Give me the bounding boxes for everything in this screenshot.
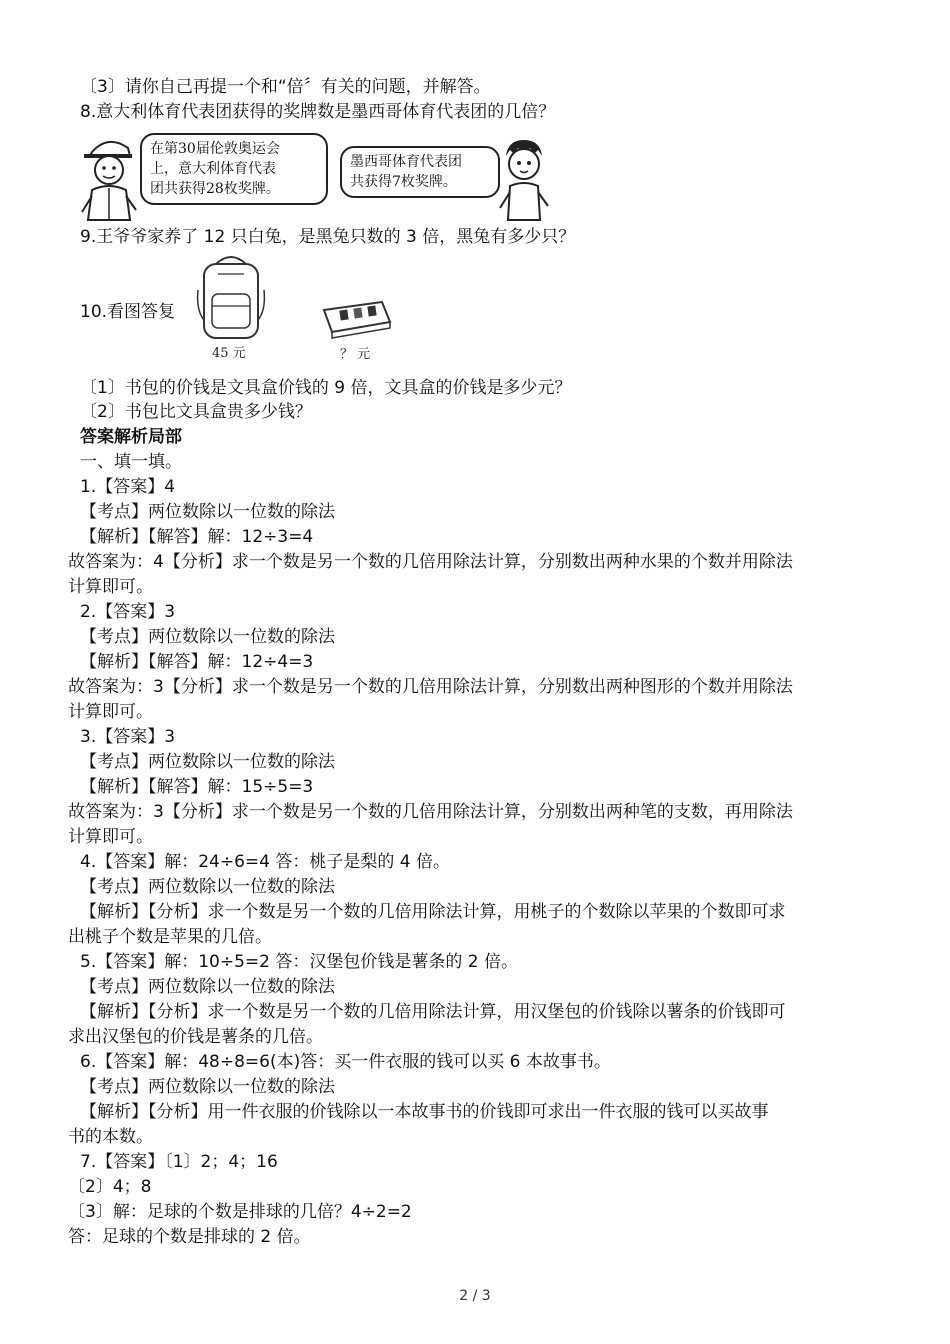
answer-2-solution: 【解析】【解答】解：12÷4=3 [80, 652, 314, 672]
answer-2: 2.【答案】3 [80, 602, 176, 622]
answer-1: 1.【答案】4 [80, 477, 176, 497]
page-number: 2 / 3 [459, 1288, 491, 1304]
schoolbag-price-caption: 45 元 [212, 346, 246, 361]
answer-2-analysis-cont: 计算即可。 [68, 702, 153, 722]
answer-4: 4.【答案】解：24÷6=4 答：桃子是梨的 4 倍。 [80, 852, 450, 872]
answer-3-analysis-cont: 计算即可。 [68, 827, 153, 847]
answer-3: 3.【答案】3 [80, 727, 176, 747]
answer-5-point: 【考点】两位数除以一位数的除法 [80, 977, 335, 997]
question-7-3: 〔3〕请你自己再提一个和“倍〞有关的问题，并解答。 [80, 77, 491, 97]
bubble-left-line: 上，意大利体育代表 [150, 161, 276, 177]
answer-1-solution: 【解析】【解答】解：12÷3=4 [80, 527, 314, 547]
answer-5-analysis: 【解析】【分析】求一个数是另一个数的几倍用除法计算，用汉堡包的价钱除以薯条的价钱即可 [80, 1002, 786, 1022]
answer-7-3: 〔3〕解：足球的个数是排球的几倍？4÷2=2 [68, 1202, 412, 1222]
question-10: 10.看图答复 [80, 302, 176, 322]
bubble-left-line: 在第30届伦敦奥运会 [150, 141, 280, 157]
boy-with-cap-illustration [78, 130, 140, 222]
answer-6: 6.【答案】解：48÷8=6(本)答：买一件衣服的钱可以买 6 本故事书。 [80, 1052, 611, 1072]
answer-7-2: 〔2〕4；8 [68, 1177, 152, 1197]
answer-4-point: 【考点】两位数除以一位数的除法 [80, 877, 335, 897]
schoolbag-icon [194, 250, 268, 342]
answer-7-4: 答：足球的个数是排球的 2 倍。 [68, 1227, 311, 1247]
section-heading: 一、填一填。 [80, 452, 182, 472]
answer-6-analysis-cont: 书的本数。 [68, 1127, 153, 1147]
pencil-case-price-caption: ？ 元 [340, 347, 371, 362]
pencil-case-icon [320, 296, 392, 340]
question-8: 8.意大利体育代表团获得的奖牌数是墨西哥体育代表团的几倍？ [80, 102, 556, 122]
answer-2-point: 【考点】两位数除以一位数的除法 [80, 627, 335, 647]
speech-bubble-left [140, 133, 328, 205]
answer-section-title: 答案解析局部 [80, 427, 182, 447]
boy-illustration [494, 134, 554, 222]
answer-6-analysis: 【解析】【分析】用一件衣服的价钱除以一本故事书的价钱即可求出一件衣服的钱可以买故事 [80, 1102, 769, 1122]
answer-5: 5.【答案】解：10÷5=2 答：汉堡包价钱是薯条的 2 倍。 [80, 952, 518, 972]
answer-7: 7.【答案】〔1〕2；4；16 [80, 1152, 278, 1172]
answer-3-analysis: 故答案为：3【分析】求一个数是另一个数的几倍用除法计算，分别数出两种笔的支数，再用除法 [68, 802, 793, 822]
question-9: 9.王爷爷家养了 12 只白兔，是黑兔只数的 3 倍，黑兔有多少只？ [80, 227, 576, 247]
answer-4-analysis-cont: 出桃子个数是苹果的几倍。 [68, 927, 272, 947]
answer-3-point: 【考点】两位数除以一位数的除法 [80, 752, 335, 772]
bubble-left-line: 团共获得28枚奖牌。 [150, 181, 280, 197]
answer-1-analysis-cont: 计算即可。 [68, 577, 153, 597]
speech-bubble-right [340, 146, 500, 198]
bubble-right-line: 墨西哥体育代表团 [350, 154, 462, 170]
answer-5-analysis-cont: 求出汉堡包的价钱是薯条的几倍。 [68, 1027, 323, 1047]
answer-1-point: 【考点】两位数除以一位数的除法 [80, 502, 335, 522]
question-10-1: 〔1〕书包的价钱是文具盒价钱的 9 倍，文具盒的价钱是多少元？ [80, 378, 572, 398]
question-10-2: 〔2〕书包比文具盒贵多少钱？ [80, 402, 312, 422]
answer-2-analysis: 故答案为：3【分析】求一个数是另一个数的几倍用除法计算，分别数出两种图形的个数并用除法 [68, 677, 793, 697]
bubble-right-line: 共获得7枚奖牌。 [350, 174, 457, 190]
answer-6-point: 【考点】两位数除以一位数的除法 [80, 1077, 335, 1097]
answer-3-solution: 【解析】【解答】解：15÷5=3 [80, 777, 314, 797]
answer-1-analysis: 故答案为：4【分析】求一个数是另一个数的几倍用除法计算，分别数出两种水果的个数并用除法 [68, 552, 793, 572]
answer-4-analysis: 【解析】【分析】求一个数是另一个数的几倍用除法计算，用桃子的个数除以苹果的个数即可求 [80, 902, 786, 922]
